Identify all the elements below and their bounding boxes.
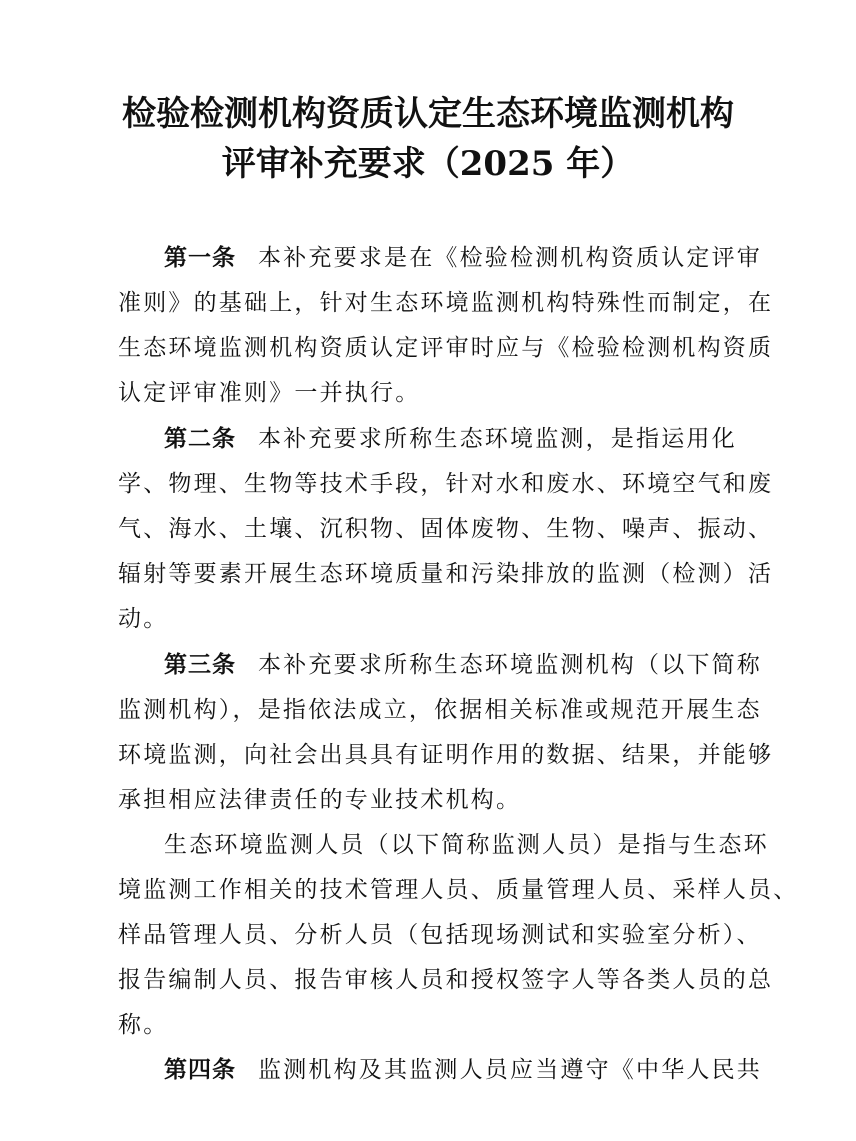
article-3-line-4: 承担相应法律责任的专业技术机构。	[118, 787, 522, 813]
personnel-paragraph-line-5: 称。	[118, 1012, 169, 1038]
article-2-line-1	[164, 424, 746, 454]
article-1-text: 本补充要求是在《检验检测机构资质认定评审	[258, 245, 762, 271]
article-2-line-5: 动。	[118, 606, 169, 632]
personnel-paragraph-line-4: 报告编制人员、报告审核人员和授权签字人等各类人员的总	[118, 967, 774, 993]
article-2-text: 本补充要求所称生态环境监测，是指运用化	[258, 426, 737, 452]
article-3-line-3: 环境监测，向社会出具具有证明作用的数据、结果，并能够	[118, 742, 774, 768]
document-title-line-1: 检验检测机构资质认定生态环境监测机构	[122, 94, 734, 134]
personnel-paragraph-line-3: 样品管理人员、分析人员（包括现场测试和实验室分析）、	[118, 922, 762, 948]
personnel-paragraph-line-2: 境监测工作相关的技术管理人员、质量管理人员、采样人员、	[118, 877, 799, 903]
article-1-line-4: 认定评审准则》一并执行。	[118, 380, 421, 406]
article-1-label: 第一条	[164, 245, 236, 271]
article-1-line-1	[164, 243, 762, 273]
article-1-line-2: 准则》的基础上，针对生态环境监测机构特殊性而制定，在	[118, 290, 774, 316]
article-2-label: 第二条	[164, 426, 236, 452]
article-2-line-2: 学、物理、生物等技术手段，针对水和废水、环境空气和废	[118, 471, 774, 497]
article-2-line-4: 辐射等要素开展生态环境质量和污染排放的监测（检测）活	[118, 561, 774, 587]
article-1-line-3: 生态环境监测机构资质认定评审时应与《检验检测机构资质	[118, 335, 774, 361]
article-2-line-3: 气、海水、土壤、沉积物、固体废物、生物、噪声、振动、	[118, 516, 774, 542]
article-4-text: 监测机构及其监测人员应当遵守《中华人民共	[258, 1057, 762, 1083]
article-3-label: 第三条	[164, 652, 236, 678]
personnel-paragraph-line-1: 生态环境监测人员（以下简称监测人员）是指与生态环	[164, 832, 769, 858]
article-3-text: 本补充要求所称生态环境监测机构（以下简称	[258, 652, 762, 678]
article-4-label: 第四条	[164, 1057, 236, 1083]
article-4-line-1	[164, 1055, 762, 1085]
article-3-line-1	[164, 650, 762, 680]
article-3-line-2: 监测机构），是指依法成立，依据相关标准或规范开展生态	[118, 697, 762, 723]
document-title-line-2: 评审补充要求（2025 年）	[221, 144, 635, 184]
